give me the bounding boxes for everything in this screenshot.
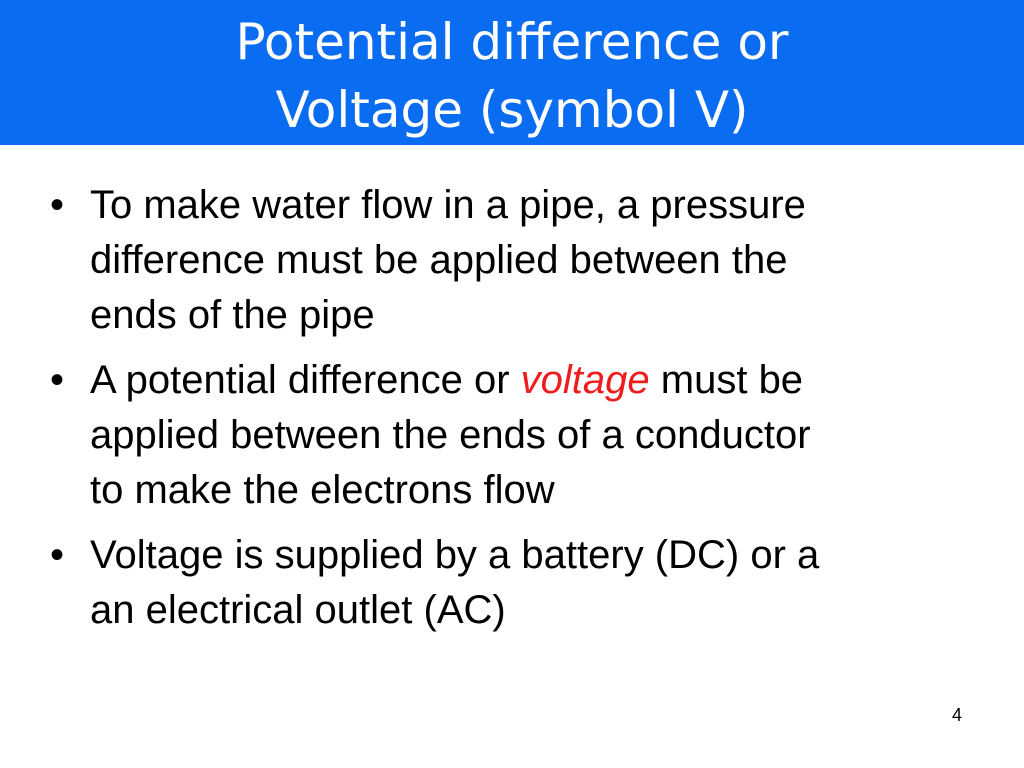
bullet-text-line: To make water flow in a pipe, a pressure <box>90 183 806 227</box>
highlighted-term: voltage <box>520 358 650 402</box>
bullet-text-line: Voltage is supplied by a battery (DC) or a <box>90 533 820 577</box>
bullet-marker: • <box>50 533 65 577</box>
slide-number: 4 <box>951 705 962 725</box>
bullet-item-voltage-source <box>50 528 990 638</box>
bullet-text-line: difference must be applied between the <box>90 238 788 282</box>
bullet-text-segment: must be <box>649 358 804 402</box>
bullet-text-segment: A potential difference or <box>90 358 521 402</box>
bullet-text-line: applied between the ends of a conductor <box>90 413 811 457</box>
bullet-marker: • <box>50 358 65 402</box>
bullet-list <box>50 178 990 648</box>
bullet-text-line: to make the electrons flow <box>90 468 555 512</box>
slide-title-line-2: Voltage (symbol V) <box>275 81 749 139</box>
bullet-marker: • <box>50 183 65 227</box>
bullet-item-voltage <box>50 353 990 518</box>
bullet-text-line <box>90 353 990 408</box>
bullet-item-water-flow <box>50 178 990 343</box>
slide-title-line-1: Potential difference or <box>235 13 789 71</box>
bullet-text-line: ends of the pipe <box>90 293 375 337</box>
bullet-text-line: an electrical outlet (AC) <box>90 588 506 632</box>
title-bar <box>0 0 1024 145</box>
